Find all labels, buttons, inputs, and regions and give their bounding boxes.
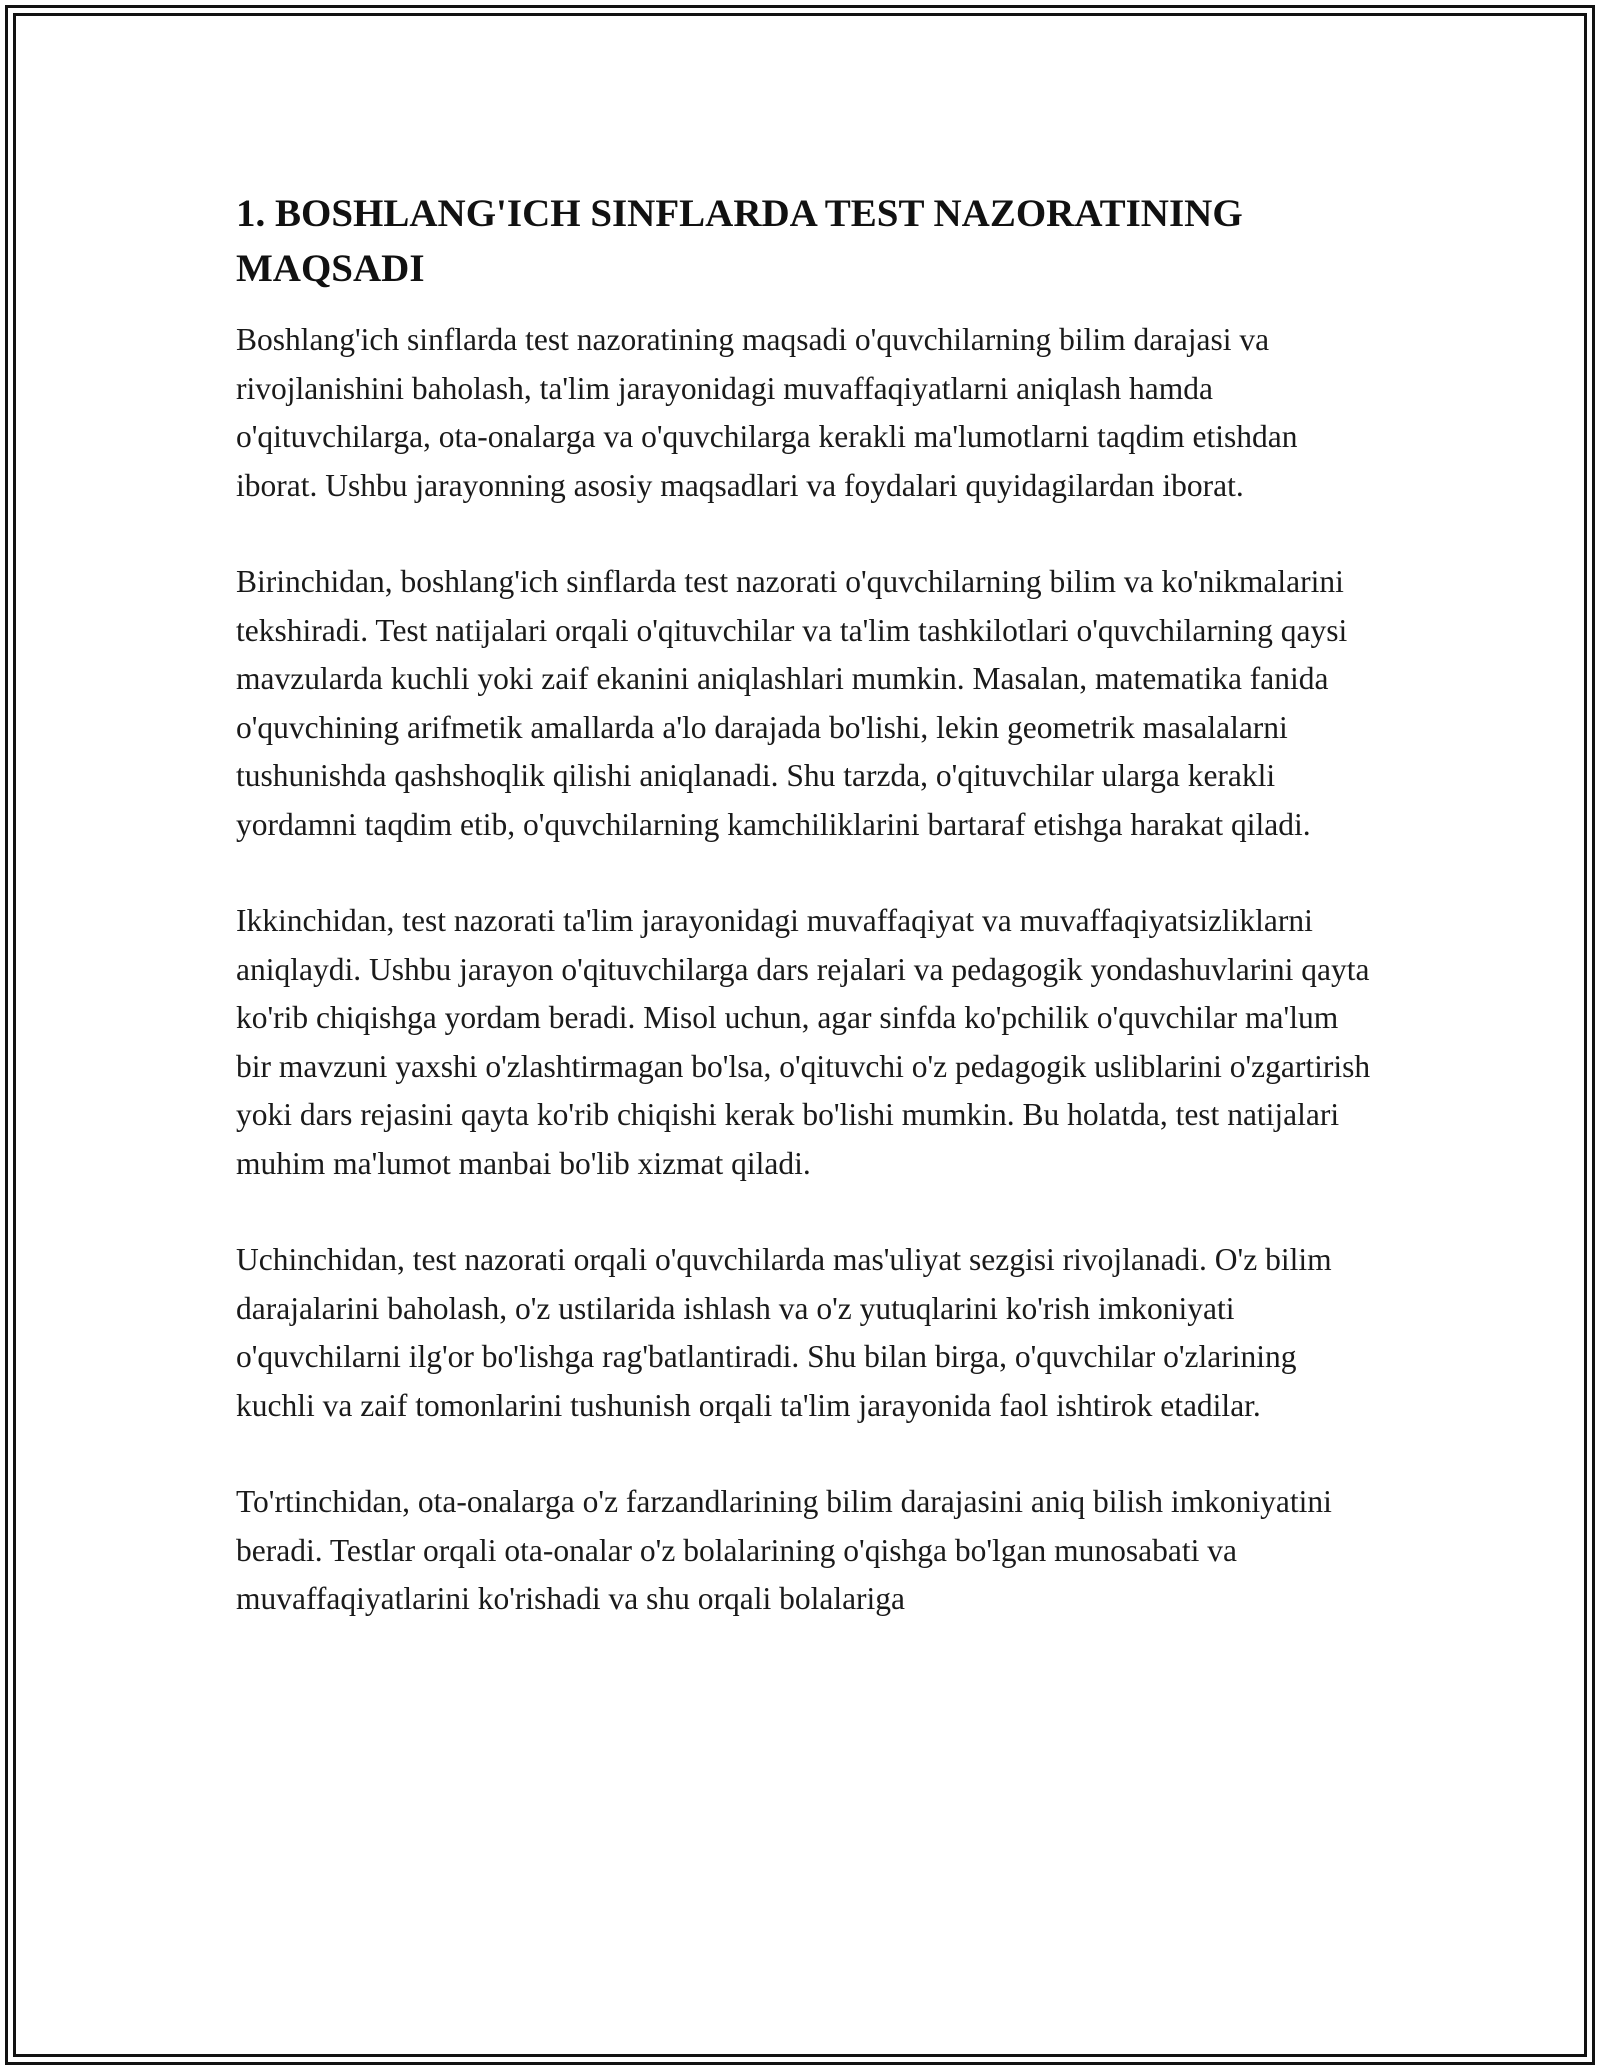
paragraph-third: Uchinchidan, test nazorati orqali o'quvchilarda mas'uliyat sezgisi rivojlanadi. O'z bilim darajalarini baholash, o'z ustilarida ishlash va o'z yutuqlarini ko'rish imkoniyati o'quvchilarni ilg'or bo'lishga rag'batlantiradi. Shu bilan birga, o'quvchilar o'zlarining kuchli va zaif tomonlarini tushunish orqali ta'lim jarayonida faol ishtirok etadilar. <box>236 1242 1332 1423</box>
paragraph-second: Ikkinchidan, test nazorati ta'lim jarayonidagi muvaffaqiyat va muvaffaqiyatsizliklarni aniqlaydi. Ushbu jarayon o'qituvchilarga dars rejalari va pedagogik yondashuvlarini qayta ko'rib chiqishga yordam beradi. Misol uchun, agar sinfda ko'pchilik o'quvchilar ma'lum bir mavzuni yaxshi o'zlashtirmagan bo'lsa, o'qituvchi o'z pedagogik usliblarini o'zgartirish yoki dars rejasini qayta ko'rib chiqishi kerak bo'lishi mumkin. Bu holatda, test natijalari muhim ma'lumot manbai bo'lib xizmat qiladi. <box>236 903 1371 1181</box>
paragraph-fourth: To'rtinchidan, ota-onalarga o'z farzandlarining bilim darajasini aniq bilish imkoniyatini beradi. Testlar orqali ota-onalar o'z bolalarining o'qishga bo'lgan munosabati va muvaffaqiyatlarini ko'rishadi va shu orqali bolalariga <box>236 1484 1332 1616</box>
paragraph-first: Birinchidan, boshlang'ich sinflarda test nazorati o'quvchilarning bilim va ko'nikmalarini tekshiradi. Test natijalari orqali o'qituvchilar va ta'lim tashkilotlari o'quvchilarning qaysi mavzularda kuchli yoki zaif ekanini aniqlashlari mumkin. Masalan, matematika fanida o'quvchining arifmetik amallarda a'lo darajada bo'lishi, lekin geometrik masalalarni tushunishda qashshoqlik qilishi aniqlanadi. Shu tarzda, o'qituvchilar ularga kerakli yordamni taqdim etib, o'quvchilarning kamchiliklarini bartaraf etishga harakat qiladi. <box>236 564 1348 842</box>
section-heading: 1. BOSHLANG'ICH SINFLARDA TEST NAZORATINING MAQSADI <box>236 192 1243 290</box>
document-body <box>236 186 1376 1672</box>
paragraph-intro: Boshlang'ich sinflarda test nazoratining maqsadi o'quvchilarning bilim darajasi va rivojlanishini baholash, ta'lim jarayonidagi muvaffaqiyatlarni aniqlash hamda o'qituvchilarga, ota-onalarga va o'quvchilarga kerakli ma'lumotlarni taqdim etishdan iborat. Ushbu jarayonning asosiy maqsadlari va foydalari quyidagilardan iborat. <box>236 322 1298 503</box>
